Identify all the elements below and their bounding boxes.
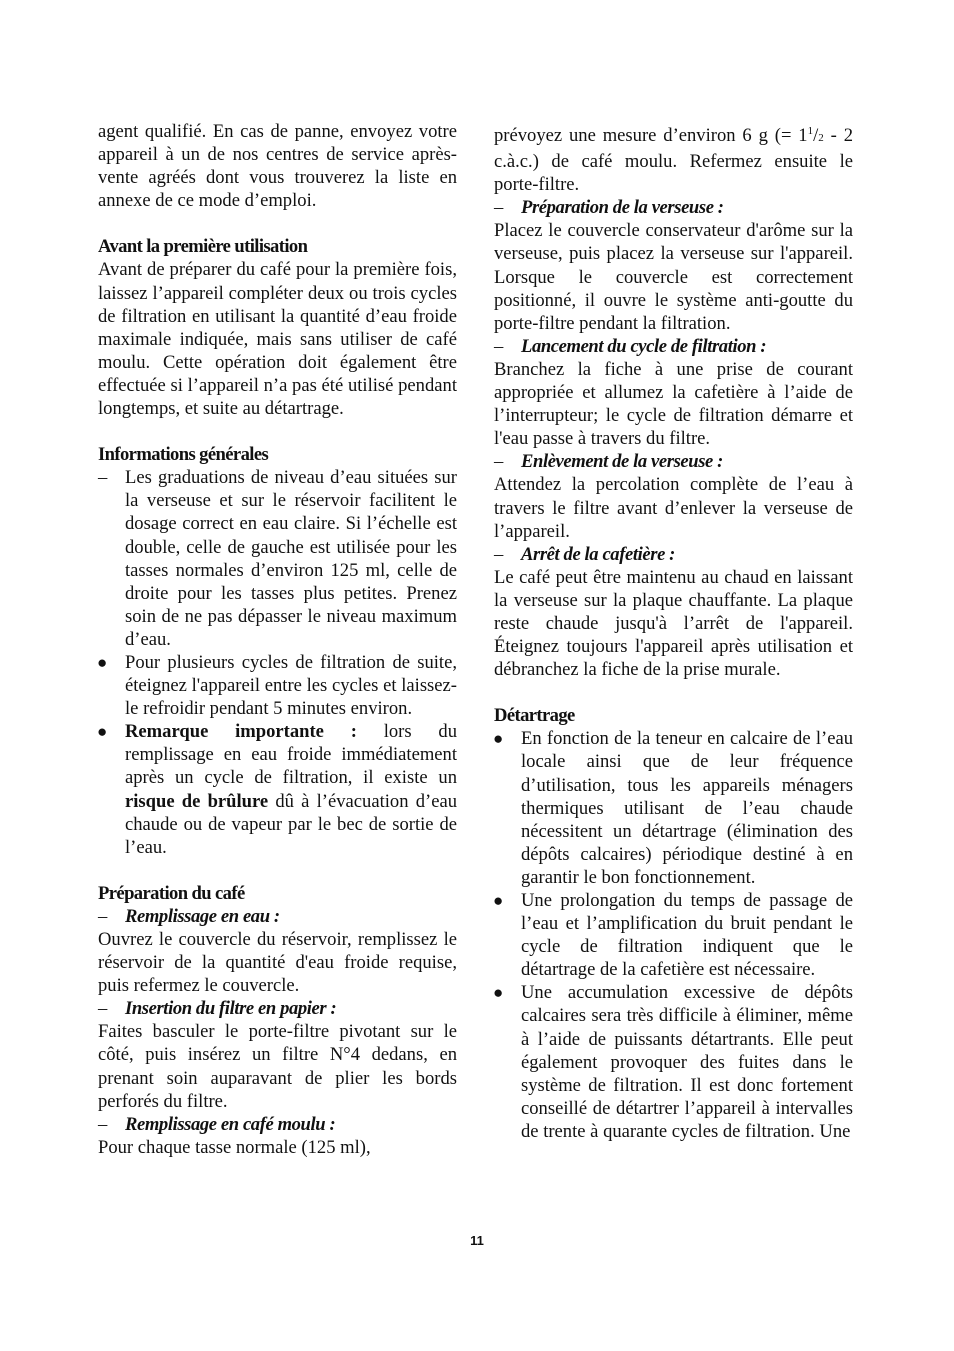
list-item-text: Une accumulation excessive de dépôts calcaires sera très difficile à éliminer, même à l’aide de puissants détartrants. Elle peut également provoquer des fuites dans le système de filtration. Il est donc fortement conseillé de détartrer l’appareil à intervalles de trente à quarante cycles de filtration. Une bbox=[521, 982, 853, 1142]
first-use-heading: Avant la première utilisation bbox=[98, 236, 308, 258]
first-use-paragraph: Avant de préparer du café pour la première fois, laissez l’appareil compléter deux ou trois cycles de filtration en utilisant la quantité d’eau froide maximale indiquée, mais sans utiliser de café moulu. Cette opération doit également être effectuée si l’appareil n’a pas été utilisé pendant longtemps, et suite au détartrage. bbox=[98, 259, 457, 420]
step-paragraph: Pour chaque tasse normale (125 ml), bbox=[98, 1136, 371, 1158]
dash-marker: – bbox=[98, 467, 108, 489]
step-paragraph: Branchez la fiche à une prise de courant appropriée et allumez la cafetière à l’aide de l’interrupteur; le cycle de filtration démarre et l'eau passe à travers du filtre. bbox=[494, 358, 853, 450]
bullet-marker: ● bbox=[97, 722, 108, 742]
list-item bbox=[98, 466, 457, 651]
dash-marker: – bbox=[98, 1113, 107, 1135]
step-subheading: – Remplissage en café moulu : bbox=[98, 1113, 336, 1135]
list-item bbox=[494, 727, 853, 889]
list-item bbox=[494, 981, 853, 1143]
list-item-text: Les graduations de niveau d’eau situées sur la verseuse et sur le réservoir facilitent le dosage correct en eau claire. Si l’échelle est double, celle de gauche est utilisée pour les tasses normales d’environ 125 ml, celle de droite pour les tasses plus petites. Prenez soin de ne pas dépasser le niveau maximum d’eau. bbox=[125, 467, 457, 650]
bullet-marker: ● bbox=[97, 652, 108, 672]
intro-paragraph: agent qualifié. En cas de panne, envoyez votre appareil à un de nos centres de service après-vente agréés dont vous trouverez la liste en annexe de ce mode d’emploi. bbox=[98, 121, 457, 212]
step-subheading: – Lancement du cycle de filtration : bbox=[494, 335, 767, 357]
continued-paragraph: prévoyez une mesure d’environ 6 g (= $1^1/2 - 2$ c.à.c.) de café moulu. Refermez ensuite le porte-filtre. bbox=[494, 125, 853, 196]
dash-marker: – bbox=[98, 905, 107, 927]
dash-marker: – bbox=[98, 998, 107, 1020]
list-item-text: Une prolongation du temps de passage de l’eau et l’amplification du bruit pendant le cycle de filtration indiquent que le détartrage de la cafetière est nécessaire. bbox=[521, 890, 853, 981]
bullet-marker: ● bbox=[493, 729, 504, 749]
dash-marker: – bbox=[494, 197, 503, 219]
step-paragraph: Le café peut être maintenu au chaud en laissant la verseuse sur la plaque chauffante. La plaque reste chaude jusqu'à l’arrêt de l'appareil. Éteignez toujours l'appareil après utilisation et débranchez la fiche de la prise murale. bbox=[494, 566, 853, 681]
list-item bbox=[98, 720, 457, 859]
descaling-heading: Détartrage bbox=[494, 705, 575, 727]
bullet-marker: ● bbox=[493, 983, 504, 1003]
list-item bbox=[494, 889, 853, 981]
step-subheading: – Arrêt de la cafetière : bbox=[494, 543, 675, 565]
list-item-text: En fonction de la teneur en calcaire de l’eau locale ainsi que de leur fréquence d’utilisation, tous les appareils ménagers thermiques utilisant de l’eau chaude nécessitent un détartrage (élimination des dépôts calcaires) périodique destiné à en garantir le bon fonctionnement. bbox=[521, 728, 853, 888]
bullet-marker: ● bbox=[493, 891, 504, 910]
step-subheading: – Préparation de la verseuse : bbox=[494, 197, 724, 219]
right-column bbox=[494, 120, 853, 1143]
list-item-text: Pour plusieurs cycles de filtration de suite, éteignez l'appareil entre les cycles et laissez-le refroidir pendant 5 minutes environ. bbox=[125, 651, 457, 720]
dash-marker: – bbox=[494, 451, 503, 473]
list-item-text: dû à l’évacuation d’eau chaude ou de vapeur par le bec de sortie de l’eau. bbox=[125, 790, 457, 858]
step-subheading: – Remplissage en eau : bbox=[98, 905, 280, 927]
step-paragraph: Attendez la percolation complète de l’eau à travers le filtre avant d’enlever la verseuse de l’appareil. bbox=[494, 474, 853, 542]
general-info-heading: Informations générales bbox=[98, 444, 269, 466]
dash-marker: – bbox=[494, 543, 503, 565]
burn-risk-text: risque de brûlure bbox=[125, 790, 269, 812]
important-note-label: Remarque importante : bbox=[125, 721, 357, 743]
page-number: 11 bbox=[470, 1233, 484, 1248]
left-column bbox=[98, 120, 457, 1159]
list-item-text: lors du remplissage en eau froide immédiatement après un cycle de filtration, il existe un bbox=[125, 721, 457, 789]
step-subheading: – Enlèvement de la verseuse : bbox=[494, 451, 723, 473]
dash-marker: – bbox=[494, 335, 503, 357]
step-paragraph: Ouvrez le couvercle du réservoir, remplissez le réservoir de la quantité d'eau froide requise, puis refermez le couvercle. bbox=[98, 929, 457, 997]
step-paragraph: Faites basculer le porte-filtre pivotant sur le côté, puis insérez un filtre N°4 dedans, en prenant soin auparavant de plier les bords perforés du filtre. bbox=[98, 1021, 457, 1112]
list-item bbox=[98, 651, 457, 720]
step-subheading: – Insertion du filtre en papier : bbox=[98, 998, 337, 1020]
step-paragraph: Placez le couvercle conservateur d'arôme sur la verseuse, puis placez la verseuse sur l'appareil. Lorsque le couvercle est correctement positionné, il ouvre le système anti-goutte du porte-filtre pendant la filtration. bbox=[494, 220, 853, 334]
coffee-prep-heading: Préparation du café bbox=[98, 882, 245, 904]
